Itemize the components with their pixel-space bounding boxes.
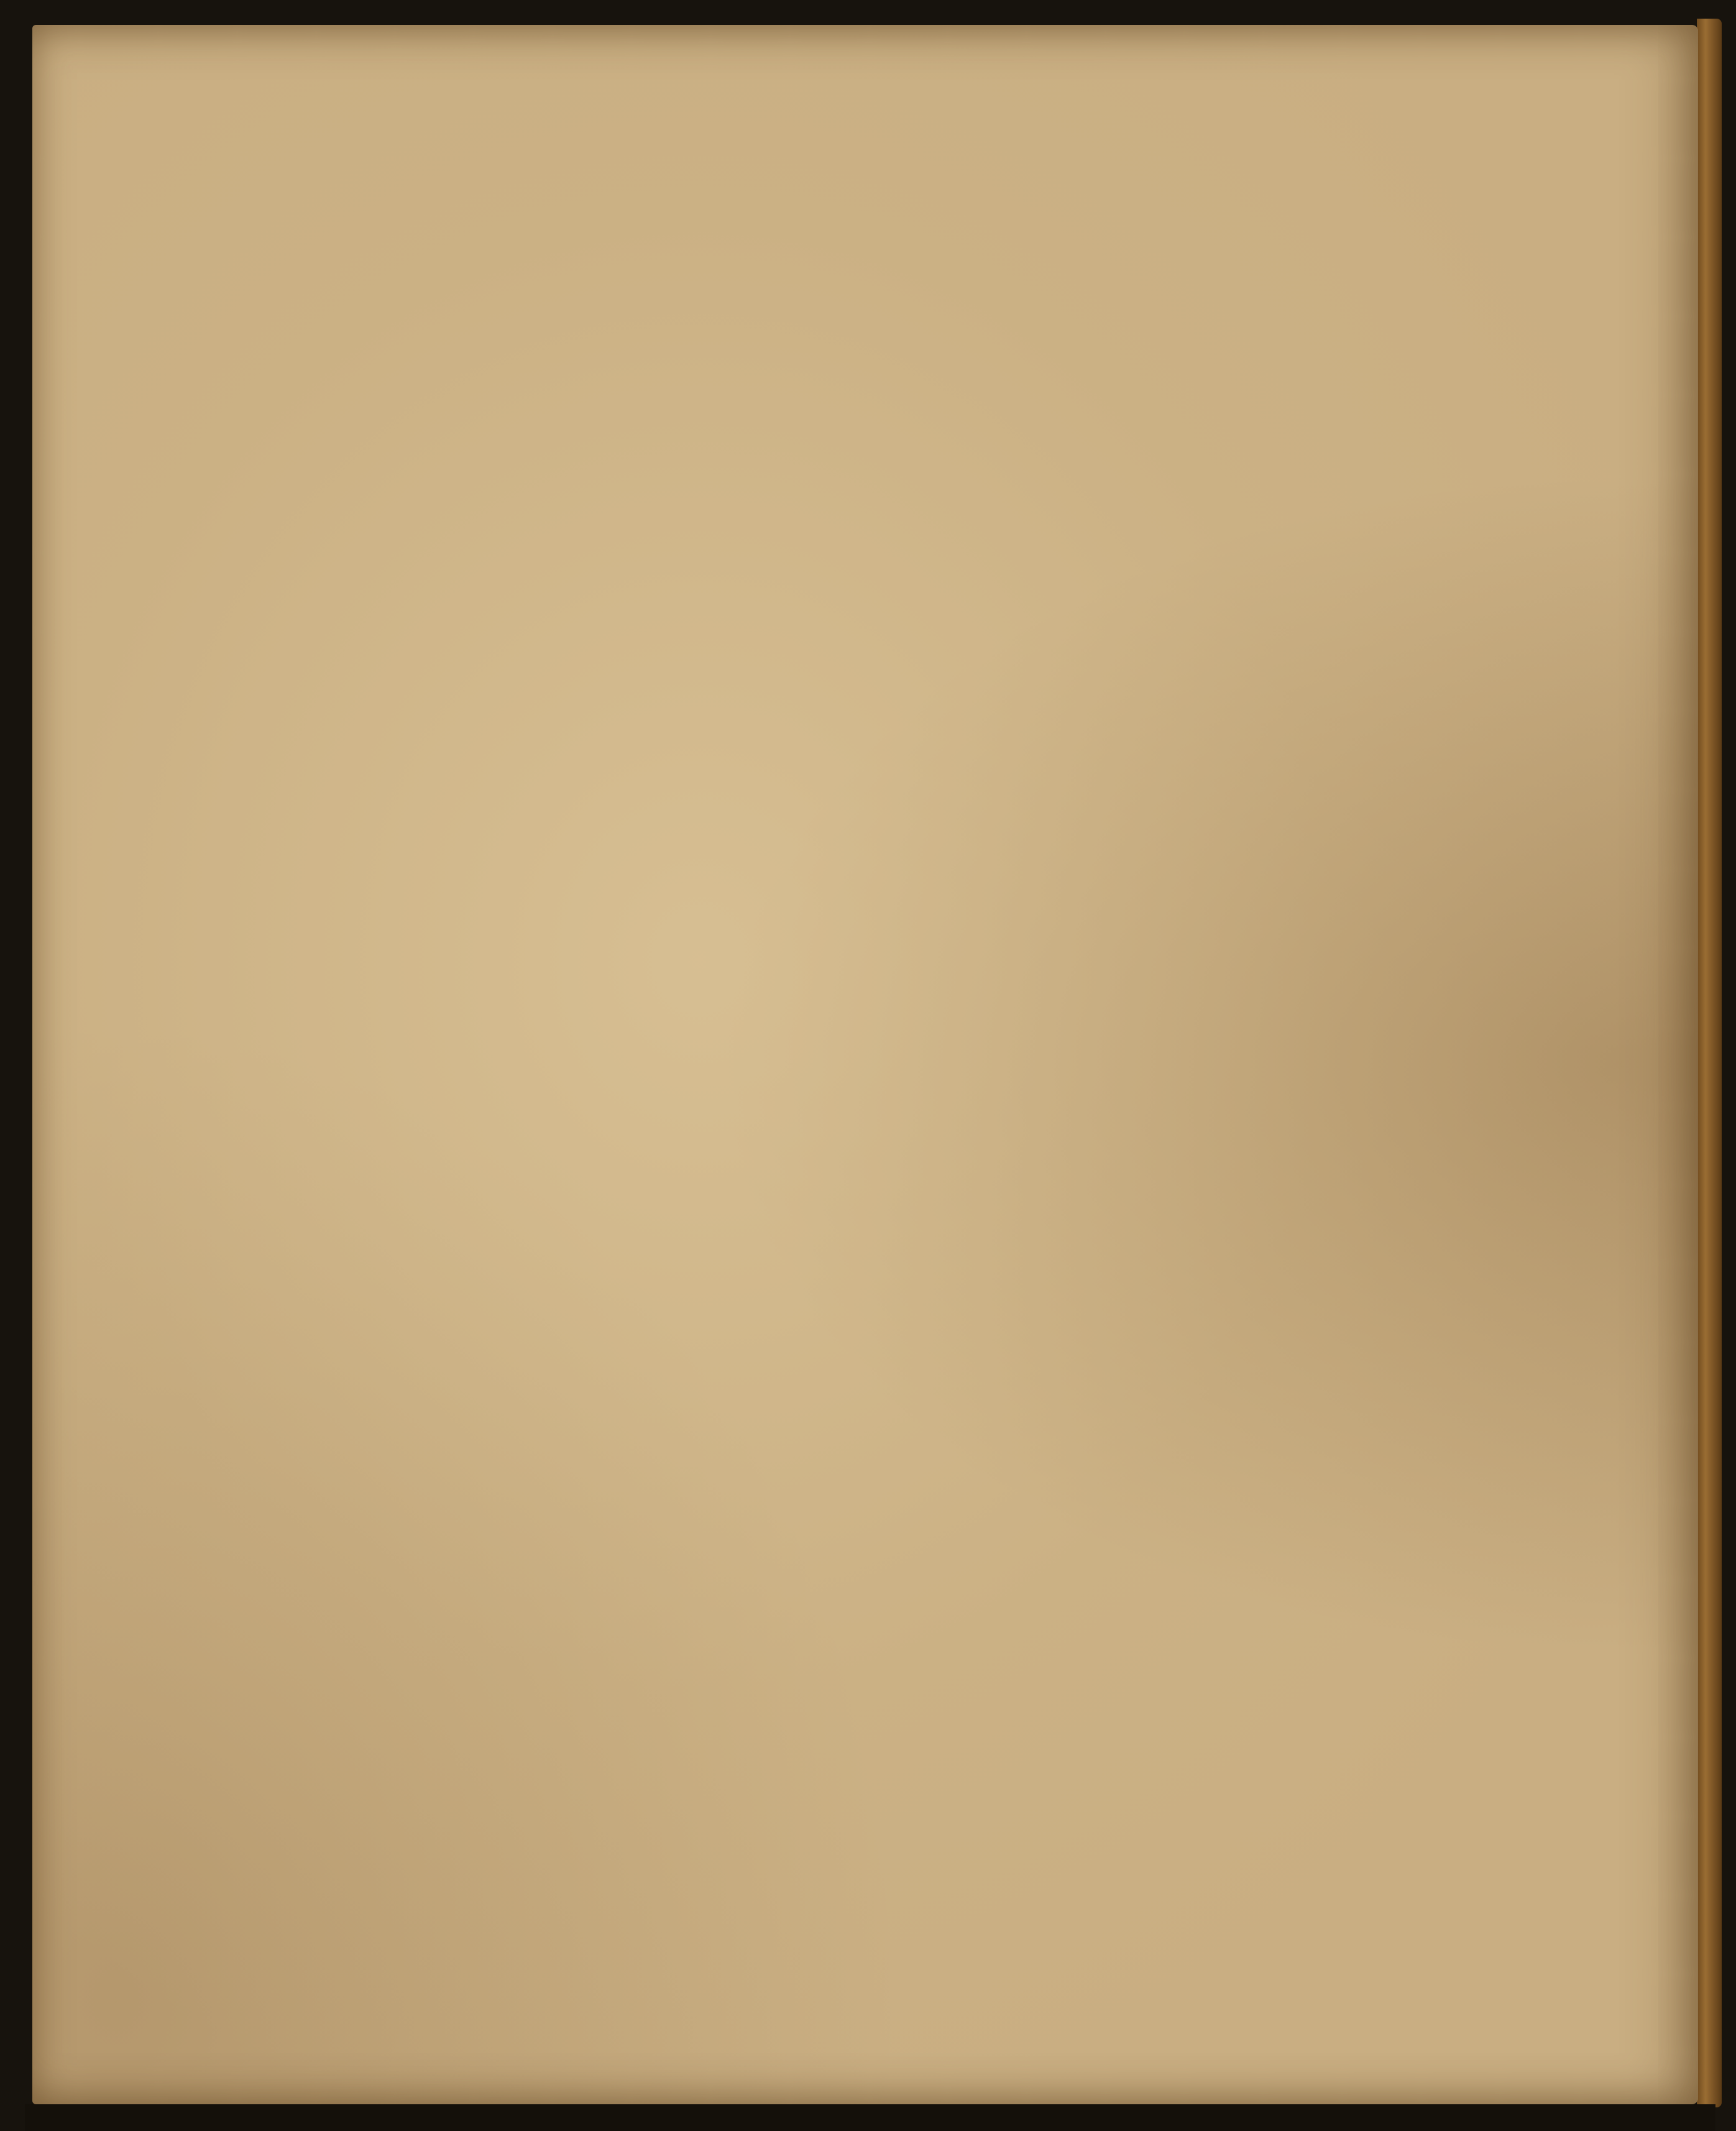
book-fore-edge xyxy=(1697,19,1722,2107)
scan-background xyxy=(25,2104,1715,2131)
paper-sheet xyxy=(32,25,1698,2104)
